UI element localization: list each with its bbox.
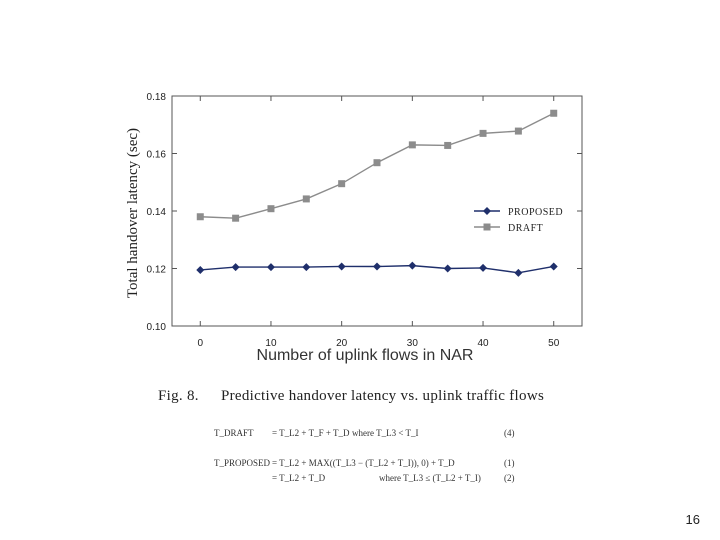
x-tick-label: 50 [548, 338, 560, 349]
equation-proposed-case-rhs: = T_L2 + T_D [272, 473, 326, 483]
y-tick-label: 0.14 [146, 207, 166, 218]
equation-proposed-case-number: (2) [504, 473, 515, 483]
figure-caption [158, 388, 544, 405]
equation-proposed-number: (1) [504, 458, 515, 468]
data-point-draft [550, 110, 557, 117]
data-point-proposed [479, 264, 487, 272]
equation-proposed-rhs: = T_L2 + MAX((T_L3 − (T_L2 + T_I)), 0) + T_D [272, 458, 455, 468]
data-point-draft [303, 195, 310, 202]
data-point-draft [374, 159, 381, 166]
caption-text: Predictive handover latency vs. uplink traffic flows [220, 388, 545, 404]
data-point-proposed [232, 263, 240, 271]
equation-proposed-lhs: T_PROPOSED [214, 458, 271, 468]
data-point-proposed [373, 262, 381, 270]
data-point-proposed [267, 263, 275, 271]
data-point-draft [515, 128, 522, 135]
legend-label-proposed: PROPOSED [508, 207, 564, 218]
x-tick-label: 20 [336, 338, 348, 349]
data-point-draft [480, 130, 487, 137]
equation-proposed-case-condition: where T_L3 ≤ (T_L2 + T_I) [379, 473, 481, 483]
equation-draft-lhs: T_DRAFT [214, 428, 254, 438]
legend-marker-proposed [483, 207, 491, 215]
legend-label-draft: DRAFT [508, 223, 544, 234]
y-tick-label: 0.12 [146, 264, 166, 276]
x-tick-label: 40 [477, 338, 489, 349]
x-axis-label: Number of uplink flows in NAR [256, 347, 474, 364]
data-point-draft [197, 213, 204, 220]
legend-marker-draft [484, 224, 491, 231]
equation-draft-rhs: = T_L2 + T_F + T_D [272, 428, 350, 438]
data-point-proposed [302, 263, 310, 271]
equation-draft-number: (4) [504, 428, 515, 438]
data-point-proposed [338, 262, 346, 270]
data-point-draft [444, 142, 451, 149]
data-point-proposed [444, 265, 452, 273]
data-point-draft [338, 180, 345, 187]
x-tick-label: 10 [265, 338, 277, 349]
caption-number: Fig. 8. [158, 388, 199, 404]
page-number: 16 [685, 512, 700, 527]
y-tick-label: 0.10 [146, 322, 166, 333]
y-axis-label: Total handover latency (sec) [125, 127, 141, 299]
data-point-draft [232, 215, 239, 222]
y-tick-label: 0.18 [146, 92, 166, 103]
x-tick-label: 30 [406, 338, 418, 349]
equation-draft-condition: where T_L3 < T_I [352, 428, 419, 438]
data-point-proposed [514, 269, 522, 277]
x-tick-label: 0 [197, 338, 204, 349]
data-point-proposed [196, 266, 204, 274]
data-point-draft [267, 205, 274, 212]
data-point-proposed [550, 262, 558, 270]
data-point-draft [409, 141, 416, 148]
y-tick-label: 0.16 [146, 149, 166, 161]
data-point-proposed [408, 262, 416, 270]
